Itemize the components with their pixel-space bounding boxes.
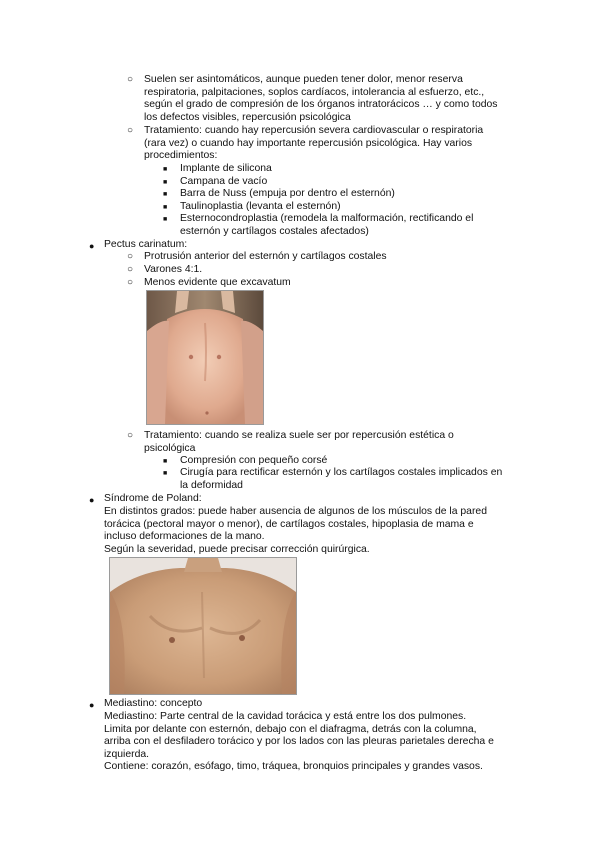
disc-bullet-icon: ●	[89, 241, 95, 251]
carinatum-photo	[146, 290, 264, 425]
text-line: esternón y cartílagos costales afectados)	[180, 225, 369, 237]
square-bullet-icon: ■	[163, 470, 168, 477]
text-line: incluso deformaciones de la mano.	[104, 531, 265, 543]
poland-description	[104, 506, 487, 556]
carinatum-treatment	[144, 430, 544, 455]
mediastino-description	[104, 711, 494, 774]
child-torso-illustration	[147, 291, 263, 424]
text-line: Según la severidad, puede precisar corrección quirúrgica.	[104, 543, 370, 555]
disc-bullet-icon: ●	[89, 495, 95, 505]
carinatum-option	[180, 467, 525, 492]
text-line: (rara vez) o cuando hay importante repercusión psicológica. Hay varios	[144, 137, 473, 149]
carinatum-option: Compresión con pequeño corsé	[180, 455, 328, 466]
text-line: respiratoria, palpitaciones, soplos cardíacos, intolerancia al esfuerzo, etc.,	[144, 86, 485, 98]
circle-bullet-icon: ○	[127, 264, 134, 275]
excavatum-treatment	[144, 125, 544, 163]
square-bullet-icon: ■	[163, 458, 168, 465]
text-line: En distintos grados: puede haber ausencia de algunos de los músculos de la pared	[104, 506, 487, 517]
text-line: Tratamiento: cuando hay repercusión severa cardiovascular o respiratoria	[144, 125, 484, 136]
text-line: según el grado de compresión de los órganos intratorácicos … y como todos	[144, 99, 498, 111]
text-line: Mediastino: Parte central de la cavidad torácica y está entre los dos pulmones.	[104, 711, 467, 722]
circle-bullet-icon: ○	[127, 277, 134, 288]
procedure-item	[180, 213, 525, 238]
circle-bullet-icon: ○	[127, 430, 134, 441]
procedure-item: Implante de silicona	[180, 163, 272, 174]
adult-torso-illustration	[110, 558, 296, 694]
text-line: izquierda.	[104, 748, 150, 760]
square-bullet-icon: ■	[163, 216, 168, 223]
text-line: torácica (pectoral mayor o menor), de cartílagos costales, hipoplasia de mama e	[104, 518, 474, 530]
circle-bullet-icon: ○	[127, 125, 134, 136]
square-bullet-icon: ■	[163, 166, 168, 173]
text-line: Contiene: corazón, esófago, timo, tráquea, bronquios principales y grandes vasos.	[104, 761, 483, 773]
text-line: la deformidad	[180, 479, 243, 491]
text-line: procedimientos:	[144, 150, 218, 162]
text-line: psicológica	[144, 442, 196, 454]
mediastino-title: Mediastino: concepto	[104, 698, 203, 709]
excavatum-symptoms	[144, 74, 544, 124]
carinatum-point: Menos evidente que excavatum	[144, 277, 291, 288]
text-line: arriba con el desfiladero torácico y por los lados con las pleuras parietales derecha e	[104, 736, 494, 748]
procedure-item: Campana de vacío	[180, 176, 268, 187]
text-line: los defectos visibles, repercusión psicológica	[144, 111, 351, 123]
square-bullet-icon: ■	[163, 204, 168, 211]
carinatum-title: Pectus carinatum:	[104, 239, 188, 250]
poland-title: Síndrome de Poland:	[104, 493, 202, 504]
procedure-item: Taulinoplastia (levanta el esternón)	[180, 201, 341, 212]
carinatum-point: Varones 4:1.	[144, 264, 203, 275]
poland-photo	[109, 557, 297, 695]
text-line: Tratamiento: cuando se realiza suele ser por repercusión estética o	[144, 430, 454, 441]
text-line: Suelen ser asintomáticos, aunque pueden tener dolor, menor reserva	[144, 74, 463, 85]
disc-bullet-icon: ●	[89, 700, 95, 710]
square-bullet-icon: ■	[163, 179, 168, 186]
circle-bullet-icon: ○	[127, 74, 134, 85]
square-bullet-icon: ■	[163, 191, 168, 198]
text-line: Esternocondroplastia (remodela la malformación, rectificando el	[180, 213, 474, 224]
carinatum-point: Protrusión anterior del esternón y cartílagos costales	[144, 251, 387, 262]
text-line: Limita por delante con esternón, debajo con el diafragma, detrás con la columna,	[104, 723, 477, 735]
circle-bullet-icon: ○	[127, 251, 134, 262]
text-line: Cirugía para rectificar esternón y los cartílagos costales implicados en	[180, 467, 503, 478]
procedure-item: Barra de Nuss (empuja por dentro el esternón)	[180, 188, 395, 199]
